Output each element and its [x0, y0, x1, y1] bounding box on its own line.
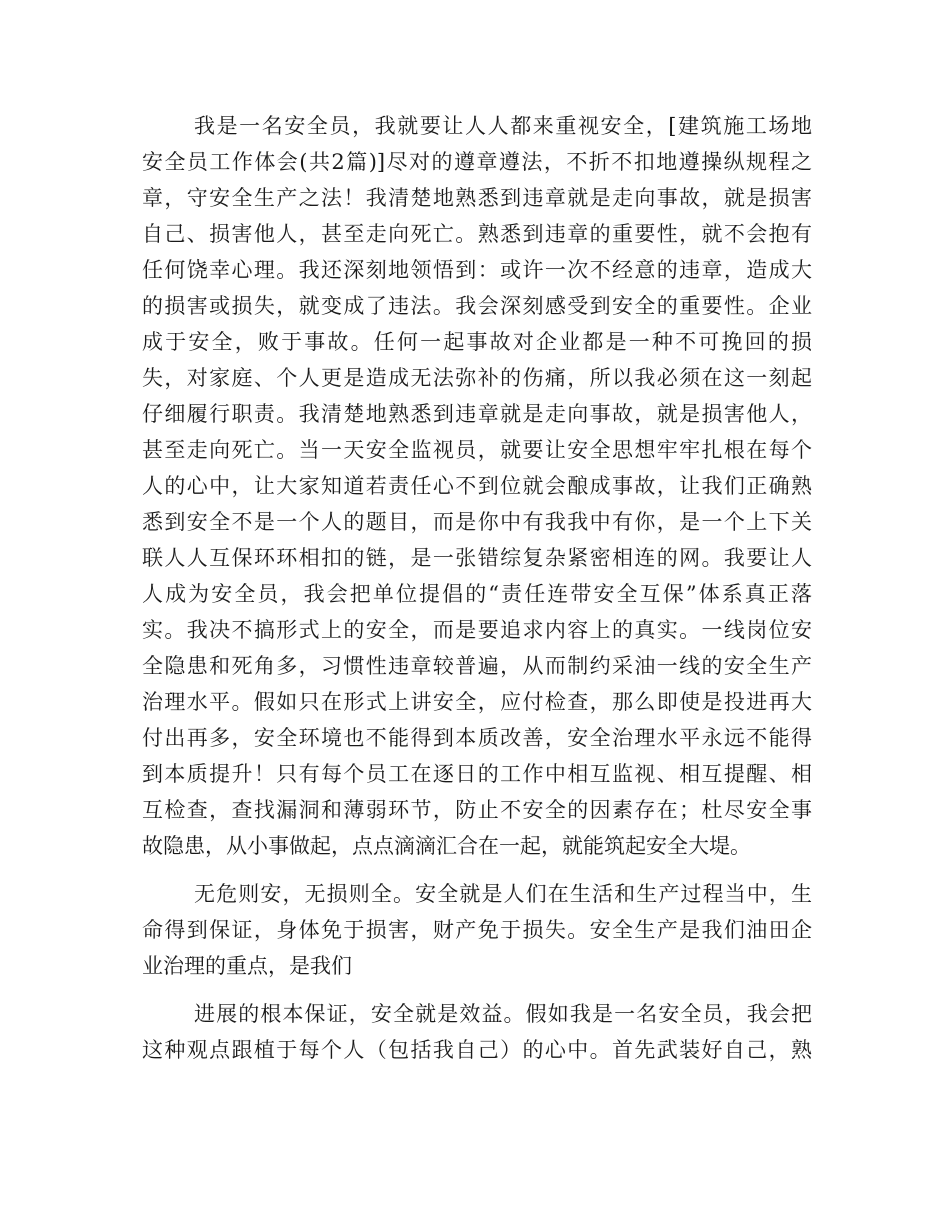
paragraph-3: [142, 996, 812, 1068]
paragraph-spacer: [142, 864, 812, 876]
paragraph-spacer: [142, 984, 812, 996]
paragraph-line: 自己、损害他人，甚至走向死亡。熟悉到违章的重要性，就不会抱有: [142, 222, 812, 246]
paragraph-line: 甚至走向死亡。当一天安全监视员，就要让安全思想牢牢扎根在每个: [142, 438, 812, 462]
paragraph-line: 章，守安全生产之法！我清楚地熟悉到违章就是走向事故，就是损害: [142, 186, 812, 210]
paragraph-line: 失，对家庭、个人更是造成无法弥补的伤痛，所以我必须在这一刻起: [142, 366, 812, 390]
paragraph-line: 人成为安全员，我会把单位提倡的“责任连带安全互保”体系真正落: [142, 582, 812, 606]
paragraph-line: 这种观点跟植于每个人（包括我自己）的心中。首先武装好自己，熟: [142, 1038, 812, 1062]
paragraph-line: 付出再多，安全环境也不能得到本质改善，安全治理水平永远不能得: [142, 726, 812, 750]
paragraph-line: 命得到保证，身体免于损害，财产免于损失。安全生产是我们油田企: [142, 918, 812, 942]
paragraph-line: 互检查，查找漏洞和薄弱环节，防止不安全的因素存在；杜尽安全事: [142, 798, 812, 822]
paragraph-line: 进展的根本保证，安全就是效益。假如我是一名安全员，我会把: [194, 1002, 812, 1026]
paragraph-line: 我是一名安全员，我就要让人人都来重视安全，[建筑施工场地: [194, 114, 812, 138]
paragraph-line: 安全员工作体会(共2篇)]尽对的遵章遵法，不折不扣地遵操纵规程之: [142, 150, 812, 174]
paragraph-line: 成于安全，败于事故。任何一起事故对企业都是一种不可挽回的损: [142, 330, 812, 354]
paragraph-line: 治理水平。假如只在形式上讲安全，应付检查，那么即使是投进再大: [142, 690, 812, 714]
paragraph-line: 业治理的重点，是我们: [142, 954, 352, 978]
paragraph-line: 无危则安，无损则全。安全就是人们在生活和生产过程当中，生: [194, 882, 812, 906]
paragraph-2: [142, 876, 812, 984]
paragraph-line: 联人人互保环环相扣的链，是一张错综复杂紧密相连的网。我要让人: [142, 546, 812, 570]
paragraph-1: [142, 108, 812, 864]
paragraph-line: 的损害或损失，就变成了违法。我会深刻感受到安全的重要性。企业: [142, 294, 812, 318]
paragraph-line: 人的心中，让大家知道若责任心不到位就会酿成事故，让我们正确熟: [142, 474, 812, 498]
document-body: [142, 108, 812, 1068]
paragraph-line: 悉到安全不是一个人的题目，而是你中有我我中有你，是一个上下关: [142, 510, 812, 534]
paragraph-line: 故隐患，从小事做起，点点滴滴汇合在一起，就能筑起安全大堤。: [142, 834, 751, 858]
paragraph-line: 仔细履行职责。我清楚地熟悉到违章就是走向事故，就是损害他人，: [142, 402, 812, 426]
paragraph-line: 实。我决不搞形式上的安全，而是要追求内容上的真实。一线岗位安: [142, 618, 812, 642]
paragraph-line: 任何饶幸心理。我还深刻地领悟到：或许一次不经意的违章，造成大: [142, 258, 812, 282]
paragraph-line: 全隐患和死角多，习惯性违章较普遍，从而制约采油一线的安全生产: [142, 654, 812, 678]
paragraph-line: 到本质提升！只有每个员工在逐日的工作中相互监视、相互提醒、相: [142, 762, 812, 786]
